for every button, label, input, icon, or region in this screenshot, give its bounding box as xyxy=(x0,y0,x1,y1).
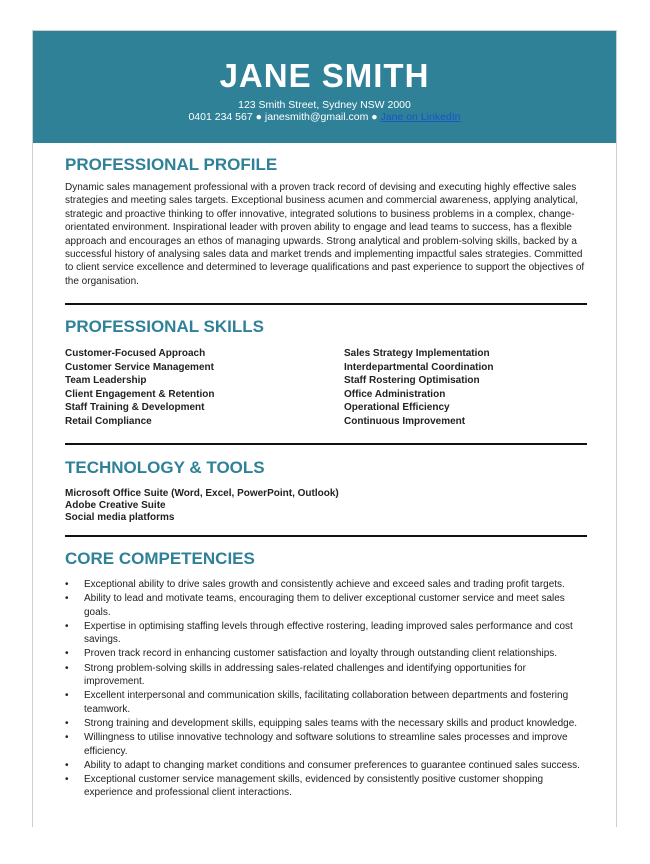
divider xyxy=(65,443,587,445)
bullet-icon: • xyxy=(65,717,69,729)
separator: ● xyxy=(255,111,262,123)
divider xyxy=(65,303,587,305)
competency-item xyxy=(65,689,587,716)
skill-item: Staff Rostering Optimisation xyxy=(344,375,480,386)
phone: 0401 234 567 xyxy=(188,111,253,123)
skill-item: Client Engagement & Retention xyxy=(65,388,215,400)
address: 123 Smith Street, Sydney NSW 2000 xyxy=(238,99,411,111)
skill-item: Team Leadership xyxy=(65,375,147,386)
competency-item xyxy=(65,731,587,758)
competency-text: Proven track record in enhancing customer satisfaction and loyalty through outstanding client relationships. xyxy=(84,648,558,660)
tool-item: Social media platforms xyxy=(65,512,175,523)
bullet-icon: • xyxy=(65,579,69,590)
linkedin-link[interactable]: Jane on LinkedIn xyxy=(380,111,461,123)
competency-item xyxy=(65,773,587,800)
resume-header xyxy=(33,31,616,143)
competency-text: Strong problem-solving skills in addressing sales-related challenges and identifying opportunities for improvement. xyxy=(84,662,526,688)
skills-heading: PROFESSIONAL SKILLS xyxy=(65,317,264,336)
divider xyxy=(65,535,587,537)
competency-item xyxy=(65,759,587,772)
resume-page xyxy=(32,30,617,827)
tool-item: Adobe Creative Suite xyxy=(65,500,166,511)
competency-text: Expertise in optimising staffing levels through effective rostering, leading improved sales performance and cost savings. xyxy=(84,620,573,646)
competencies-heading: CORE COMPETENCIES xyxy=(65,549,255,568)
competency-item xyxy=(65,647,587,660)
email: janesmith@gmail.com xyxy=(264,111,369,123)
profile-heading: PROFESSIONAL PROFILE xyxy=(65,155,278,174)
competency-text: Strong training and development skills, equipping sales teams with the necessary skills and product knowledge. xyxy=(84,717,578,729)
competency-text: Ability to lead and motivate teams, encouraging them to deliver exceptional customer service and meet sales goals. xyxy=(84,593,565,618)
competency-item xyxy=(65,620,587,647)
bullet-icon: • xyxy=(65,774,69,786)
competency-text: Exceptional customer service management skills, evidenced by consistently positive customer shopping experience and professional client interactions. xyxy=(84,774,544,799)
bullet-icon: • xyxy=(65,759,69,771)
competency-text: Willingness to utilise innovative technology and software solutions to streamline sales processes and improve efficiency. xyxy=(84,732,568,757)
competency-item xyxy=(65,717,587,730)
candidate-name: JANE SMITH xyxy=(219,57,430,94)
skill-item: Customer Service Management xyxy=(65,361,214,373)
skill-item: Interdepartmental Coordination xyxy=(344,361,494,373)
competency-text: Excellent interpersonal and communication skills, facilitating collaboration between departments and fostering teamwork. xyxy=(84,690,569,715)
skill-item: Staff Training & Development xyxy=(65,402,205,413)
competency-text: Exceptional ability to drive sales growth and consistently achieve and exceed sales and trading profit targets. xyxy=(84,579,565,590)
skill-item: Sales Strategy Implementation xyxy=(344,348,490,359)
tool-item: Microsoft Office Suite (Word, Excel, PowerPoint, Outlook) xyxy=(65,488,339,499)
competency-text: Ability to adapt to changing market conditions and consumer preferences to guarantee continued sales success. xyxy=(84,759,580,771)
skill-item: Operational Efficiency xyxy=(344,402,450,413)
skill-item: Continuous Improvement xyxy=(344,415,466,427)
competency-item xyxy=(65,662,587,689)
separator: ● xyxy=(371,111,378,123)
bullet-icon: • xyxy=(65,662,69,674)
competency-item xyxy=(65,592,587,619)
skill-item: Customer-Focused Approach xyxy=(65,348,206,359)
bullet-icon: • xyxy=(65,690,69,702)
bullet-icon: • xyxy=(65,732,69,744)
bullet-icon: • xyxy=(65,648,69,660)
skills-left-column xyxy=(65,347,325,428)
skill-item: Office Administration xyxy=(344,388,446,400)
bullet-icon: • xyxy=(65,593,69,605)
skill-item: Retail Compliance xyxy=(65,415,152,427)
competency-item xyxy=(65,578,587,591)
competencies-list xyxy=(65,578,587,801)
tools-heading: TECHNOLOGY & TOOLS xyxy=(65,458,265,477)
bullet-icon: • xyxy=(65,620,69,632)
tools-list xyxy=(65,488,339,524)
contact-line xyxy=(33,111,616,124)
profile-text: Dynamic sales management professional with a proven track record of devising and executing highly effective sales strategies and meeting sales targets. Exceptional business acumen and commercial awareness, applying analytical, strategic and proactive thinking to offer innovative, integrated solutions to business problems in a complex, change-orientated environment. Inspirational leader with proven ability to engage and lead teams to success, has a flexible approach and encourages an ethos of managing upwards. Strong analytical and problem-solving skills, backed by a successful history of analysing sales data and market trends and implementing impactful sales strategies. Committed to client service excellence and determined to leverage qualifications and past experience to support the objectives of the organisation. xyxy=(65,182,585,287)
skills-right-column xyxy=(344,347,604,428)
